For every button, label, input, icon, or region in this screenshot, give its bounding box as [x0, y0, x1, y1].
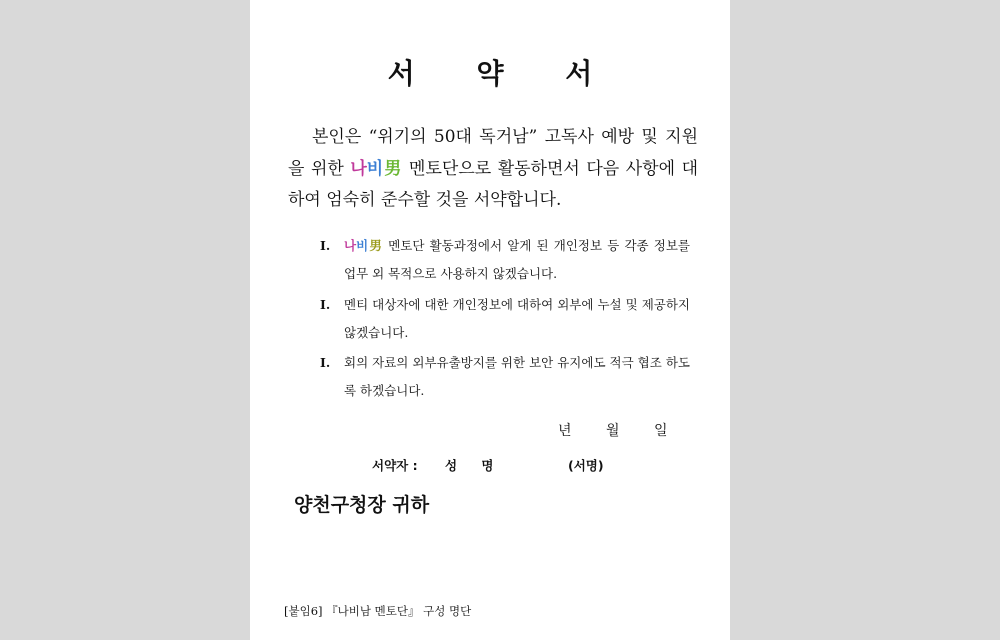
name-label: 성 명	[445, 458, 504, 473]
date-line	[558, 420, 702, 440]
nabinam-logo	[344, 238, 383, 253]
intro-text-after: 멘토단으로 활동하면서 다음 사항에 대하여 엄숙히 준수할 것을 서약합니다.	[288, 158, 698, 210]
signature-label: (서명)	[568, 458, 604, 473]
intro-paragraph	[288, 122, 698, 217]
logo-char: 비	[356, 238, 369, 253]
document-page	[250, 0, 730, 640]
logo-char: 男	[383, 158, 403, 179]
item-text: 멘토단 활동과정에서 알게 된 개인정보 등 각종 정보를 업무 외 목적으로 사용하지 않겠습니다.	[344, 238, 690, 281]
logo-char: 나	[344, 238, 357, 253]
pledge-item	[320, 291, 690, 347]
document-title: 서 약 서	[387, 57, 619, 90]
attachment-note: [붙임6] 『나비남 멘토단』 구성 명단	[284, 604, 472, 618]
item-mark: Ⅰ.	[320, 297, 331, 312]
logo-char: 男	[368, 238, 384, 253]
pledge-item	[320, 232, 690, 288]
signer-label: 서약자 :	[372, 458, 418, 473]
intro-text-before: 본인은 “위기의 50대 독거남” 고독사 예방 및 지원을 위한	[288, 127, 698, 179]
date-month: 월	[606, 423, 620, 439]
logo-char: 나	[350, 158, 367, 179]
item-mark: Ⅰ.	[320, 355, 331, 370]
item-text: 회의 자료의 외부유출방지를 위한 보안 유지에도 적극 협조 하도록 하겠습니다.	[344, 355, 690, 398]
date-year: 년	[558, 423, 572, 439]
item-mark: Ⅰ.	[320, 238, 331, 253]
pledge-item	[320, 349, 690, 405]
logo-char: 비	[366, 158, 384, 179]
nabinam-logo	[350, 159, 402, 179]
item-text: 멘티 대상자에 대한 개인정보에 대하여 외부에 누설 및 제공하지 않겠습니다.	[344, 297, 690, 340]
date-day: 일	[654, 423, 668, 439]
addressee: 양천구청장 귀하	[294, 494, 430, 516]
